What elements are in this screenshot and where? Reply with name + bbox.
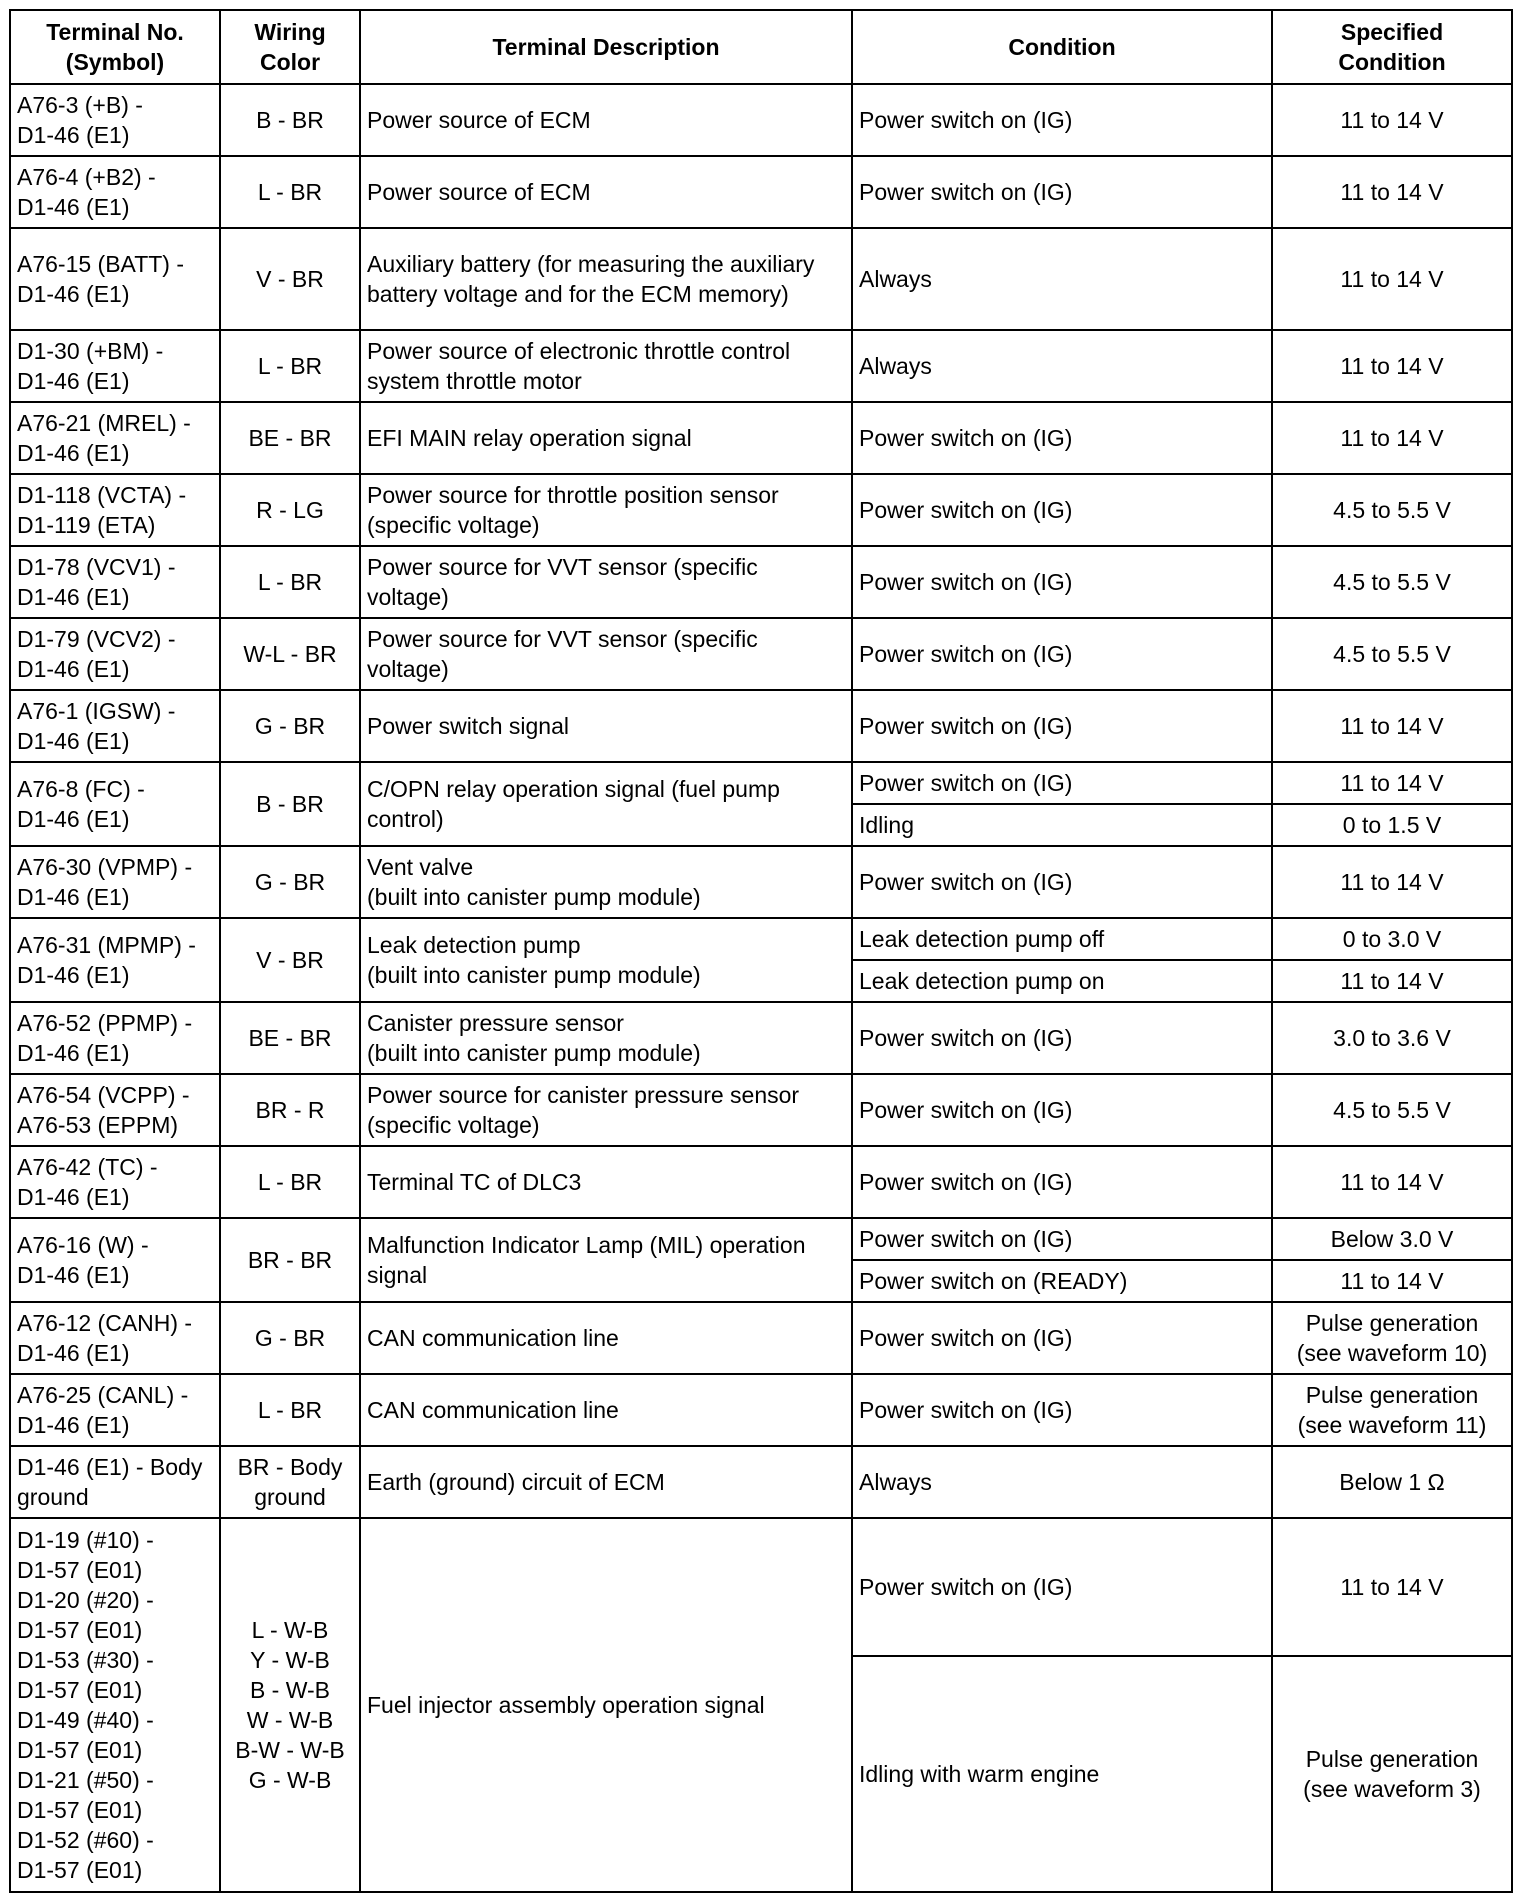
condition-cell: Power switch on (IG)	[852, 1374, 1272, 1446]
table-row	[10, 84, 1512, 156]
terminal-cell: D1-46 (E1) - Body ground	[10, 1446, 220, 1518]
condition-cell: Power switch on (IG)	[852, 1074, 1272, 1146]
condition-cell: Power switch on (IG)	[852, 1518, 1272, 1656]
description-cell: Power source of ECM	[360, 84, 852, 156]
wiring-cell: BE - BR	[220, 402, 360, 474]
condition-cell: Power switch on (IG)	[852, 546, 1272, 618]
table-row	[10, 918, 1512, 960]
terminal-cell: D1-118 (VCTA) - D1-119 (ETA)	[10, 474, 220, 546]
header-wiring-color: Wiring Color	[220, 10, 360, 84]
description-cell: Fuel injector assembly operation signal	[360, 1518, 852, 1892]
wiring-cell: L - BR	[220, 156, 360, 228]
condition-cell: Power switch on (IG)	[852, 1218, 1272, 1260]
table-row	[10, 846, 1512, 918]
description-cell: Malfunction Indicator Lamp (MIL) operation signal	[360, 1218, 852, 1302]
condition-cell: Idling with warm engine	[852, 1656, 1272, 1892]
terminal-cell: A76-8 (FC) - D1-46 (E1)	[10, 762, 220, 846]
spec-cell: 11 to 14 V	[1272, 228, 1512, 330]
wiring-cell: L - BR	[220, 330, 360, 402]
condition-cell: Leak detection pump off	[852, 918, 1272, 960]
terminal-cell: A76-31 (MPMP) - D1-46 (E1)	[10, 918, 220, 1002]
wiring-cell: BR - R	[220, 1074, 360, 1146]
wiring-cell: G - BR	[220, 690, 360, 762]
table-row	[10, 1446, 1512, 1518]
header-description: Terminal Description	[360, 10, 852, 84]
table-row	[10, 330, 1512, 402]
terminal-cell: A76-16 (W) - D1-46 (E1)	[10, 1218, 220, 1302]
wiring-cell: L - W-B Y - W-B B - W-B W - W-B B-W - W-B G - W-B	[220, 1518, 360, 1892]
spec-cell: 4.5 to 5.5 V	[1272, 618, 1512, 690]
spec-cell: 4.5 to 5.5 V	[1272, 1074, 1512, 1146]
terminal-cell: A76-3 (+B) - D1-46 (E1)	[10, 84, 220, 156]
terminal-cell: D1-79 (VCV2) - D1-46 (E1)	[10, 618, 220, 690]
table-row	[10, 690, 1512, 762]
table-row	[10, 1218, 1512, 1260]
condition-cell: Power switch on (IG)	[852, 156, 1272, 228]
table-row	[10, 1146, 1512, 1218]
terminal-cell: A76-12 (CANH) - D1-46 (E1)	[10, 1302, 220, 1374]
spec-cell: Pulse generation (see waveform 11)	[1272, 1374, 1512, 1446]
description-cell: Power source for VVT sensor (specific voltage)	[360, 618, 852, 690]
condition-cell: Power switch on (IG)	[852, 1146, 1272, 1218]
description-cell: Power source for VVT sensor (specific voltage)	[360, 546, 852, 618]
condition-cell: Power switch on (IG)	[852, 762, 1272, 804]
description-cell: EFI MAIN relay operation signal	[360, 402, 852, 474]
description-cell: Power source for canister pressure sensor (specific voltage)	[360, 1074, 852, 1146]
description-cell: Power source for throttle position sensor (specific voltage)	[360, 474, 852, 546]
description-cell: Auxiliary battery (for measuring the auxiliary battery voltage and for the ECM memory)	[360, 228, 852, 330]
description-cell: C/OPN relay operation signal (fuel pump control)	[360, 762, 852, 846]
wiring-cell: L - BR	[220, 546, 360, 618]
description-cell: CAN communication line	[360, 1302, 852, 1374]
header-condition: Condition	[852, 10, 1272, 84]
condition-cell: Power switch on (IG)	[852, 618, 1272, 690]
spec-cell: 0 to 3.0 V	[1272, 918, 1512, 960]
terminal-cell: A76-30 (VPMP) - D1-46 (E1)	[10, 846, 220, 918]
spec-cell: 11 to 14 V	[1272, 402, 1512, 474]
description-cell: Canister pressure sensor (built into canister pump module)	[360, 1002, 852, 1074]
terminal-cell: A76-15 (BATT) - D1-46 (E1)	[10, 228, 220, 330]
spec-cell: Pulse generation (see waveform 10)	[1272, 1302, 1512, 1374]
table-row	[10, 1002, 1512, 1074]
terminal-cell: A76-42 (TC) - D1-46 (E1)	[10, 1146, 220, 1218]
condition-cell: Power switch on (IG)	[852, 846, 1272, 918]
spec-cell: 11 to 14 V	[1272, 762, 1512, 804]
description-cell: Vent valve (built into canister pump module)	[360, 846, 852, 918]
description-cell: Power source of ECM	[360, 156, 852, 228]
header-terminal: Terminal No. (Symbol)	[10, 10, 220, 84]
table-row	[10, 1302, 1512, 1374]
spec-cell: 11 to 14 V	[1272, 1260, 1512, 1302]
terminal-cell: D1-78 (VCV1) - D1-46 (E1)	[10, 546, 220, 618]
terminal-cell: A76-52 (PPMP) - D1-46 (E1)	[10, 1002, 220, 1074]
condition-cell: Always	[852, 1446, 1272, 1518]
wiring-cell: G - BR	[220, 1302, 360, 1374]
description-cell: Leak detection pump (built into canister pump module)	[360, 918, 852, 1002]
wiring-cell: L - BR	[220, 1146, 360, 1218]
wiring-cell: G - BR	[220, 846, 360, 918]
table-row	[10, 1074, 1512, 1146]
spec-cell: 11 to 14 V	[1272, 1518, 1512, 1656]
condition-cell: Always	[852, 228, 1272, 330]
spec-cell: 4.5 to 5.5 V	[1272, 546, 1512, 618]
table-row	[10, 1374, 1512, 1446]
wiring-cell: V - BR	[220, 918, 360, 1002]
header-specified-condition: Specified Condition	[1272, 10, 1512, 84]
description-cell: Power switch signal	[360, 690, 852, 762]
spec-cell: 3.0 to 3.6 V	[1272, 1002, 1512, 1074]
terminal-cell: D1-30 (+BM) - D1-46 (E1)	[10, 330, 220, 402]
spec-cell: 0 to 1.5 V	[1272, 804, 1512, 846]
wiring-cell: B - BR	[220, 84, 360, 156]
table-row	[10, 474, 1512, 546]
wiring-cell: BR - BR	[220, 1218, 360, 1302]
wiring-cell: W-L - BR	[220, 618, 360, 690]
wiring-cell: L - BR	[220, 1374, 360, 1446]
wiring-cell: BE - BR	[220, 1002, 360, 1074]
condition-cell: Idling	[852, 804, 1272, 846]
table-row	[10, 1518, 1512, 1656]
condition-cell: Power switch on (IG)	[852, 1002, 1272, 1074]
terminal-cell: A76-54 (VCPP) - A76-53 (EPPM)	[10, 1074, 220, 1146]
table-row	[10, 156, 1512, 228]
spec-cell: 11 to 14 V	[1272, 1146, 1512, 1218]
terminal-spec-table	[9, 9, 1513, 1893]
table-row	[10, 618, 1512, 690]
condition-cell: Leak detection pump on	[852, 960, 1272, 1002]
spec-cell: 11 to 14 V	[1272, 156, 1512, 228]
condition-cell: Power switch on (IG)	[852, 690, 1272, 762]
spec-cell: Below 3.0 V	[1272, 1218, 1512, 1260]
condition-cell: Power switch on (IG)	[852, 84, 1272, 156]
spec-cell: 11 to 14 V	[1272, 690, 1512, 762]
table-row	[10, 402, 1512, 474]
condition-cell: Power switch on (IG)	[852, 402, 1272, 474]
description-cell: Earth (ground) circuit of ECM	[360, 1446, 852, 1518]
description-cell: Power source of electronic throttle control system throttle motor	[360, 330, 852, 402]
spec-cell: 11 to 14 V	[1272, 846, 1512, 918]
description-cell: Terminal TC of DLC3	[360, 1146, 852, 1218]
terminal-cell: A76-21 (MREL) - D1-46 (E1)	[10, 402, 220, 474]
spec-cell: Pulse generation (see waveform 3)	[1272, 1656, 1512, 1892]
condition-cell: Power switch on (IG)	[852, 1302, 1272, 1374]
condition-cell: Always	[852, 330, 1272, 402]
wiring-cell: V - BR	[220, 228, 360, 330]
spec-cell: 11 to 14 V	[1272, 330, 1512, 402]
wiring-cell: BR - Body ground	[220, 1446, 360, 1518]
table-row	[10, 762, 1512, 804]
table-row	[10, 546, 1512, 618]
terminal-cell: A76-4 (+B2) - D1-46 (E1)	[10, 156, 220, 228]
terminal-cell: A76-1 (IGSW) - D1-46 (E1)	[10, 690, 220, 762]
terminal-cell: A76-25 (CANL) - D1-46 (E1)	[10, 1374, 220, 1446]
terminal-cell: D1-19 (#10) - D1-57 (E01) D1-20 (#20) - D1-57 (E01) D1-53 (#30) - D1-57 (E01) D1-49 (#40) - D1-57 (E01) D1-21 (#50) - D1-57 (E01) D1-52 (#60) - D1-57 (E01)	[10, 1518, 220, 1892]
table-row	[10, 228, 1512, 330]
wiring-cell: B - BR	[220, 762, 360, 846]
description-cell: CAN communication line	[360, 1374, 852, 1446]
spec-cell: 4.5 to 5.5 V	[1272, 474, 1512, 546]
spec-cell: 11 to 14 V	[1272, 84, 1512, 156]
condition-cell: Power switch on (IG)	[852, 474, 1272, 546]
spec-cell: 11 to 14 V	[1272, 960, 1512, 1002]
spec-cell: Below 1 Ω	[1272, 1446, 1512, 1518]
header-row	[10, 10, 1512, 84]
wiring-cell: R - LG	[220, 474, 360, 546]
condition-cell: Power switch on (READY)	[852, 1260, 1272, 1302]
